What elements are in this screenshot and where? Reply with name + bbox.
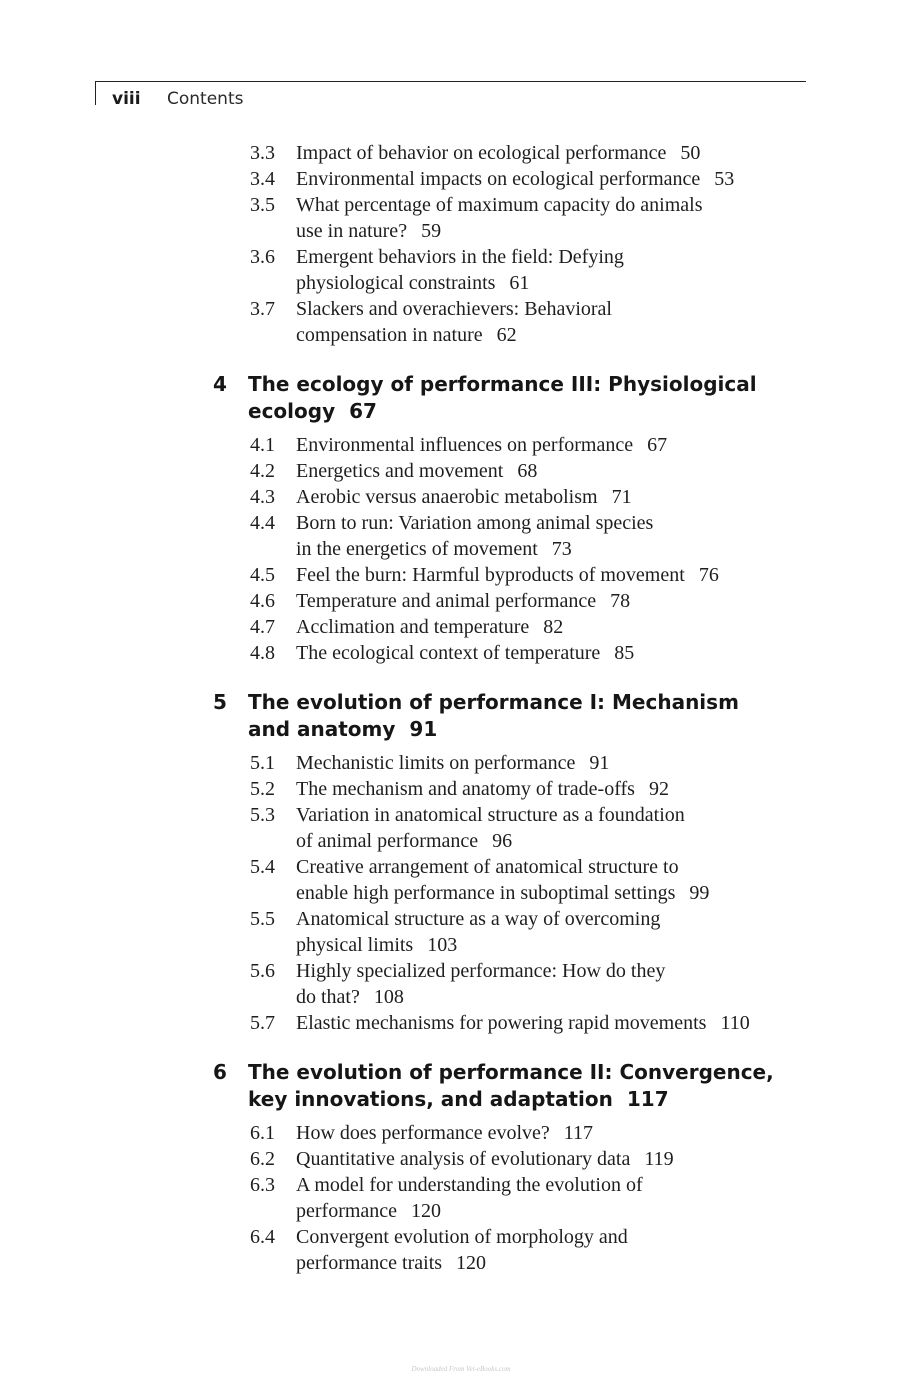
section-title-text: Environmental impacts on ecological performance bbox=[296, 168, 701, 190]
section-page-number: 110 bbox=[720, 1012, 750, 1034]
section-number: 6.3 bbox=[250, 1174, 275, 1196]
chapter-title-line bbox=[248, 398, 813, 425]
chapter-page-number: 67 bbox=[349, 399, 377, 423]
section-number: 4.7 bbox=[250, 616, 275, 638]
section-title-line bbox=[296, 192, 830, 218]
section-title-text: The ecological context of temperature bbox=[296, 642, 601, 664]
section-page-number: 61 bbox=[509, 272, 530, 294]
chapter-title-text: The evolution of performance II: Convergence, bbox=[248, 1060, 774, 1084]
section-title-line bbox=[296, 1120, 830, 1146]
section-title bbox=[296, 244, 830, 296]
section-title-text: performance traits bbox=[296, 1252, 443, 1274]
section-title-line bbox=[296, 828, 830, 854]
section-title bbox=[296, 140, 830, 166]
section-title-line bbox=[296, 296, 830, 322]
section-title bbox=[296, 588, 830, 614]
chapter-title-text: The evolution of performance I: Mechanism bbox=[248, 690, 739, 714]
section-title-text: Highly specialized performance: How do they bbox=[296, 960, 666, 982]
section-number: 5.1 bbox=[250, 752, 275, 774]
section-title-text: Emergent behaviors in the field: Defying bbox=[296, 246, 624, 268]
section-title-line bbox=[296, 484, 830, 510]
section-page-number: 59 bbox=[421, 220, 442, 242]
section-number: 5.6 bbox=[250, 960, 275, 982]
section-number: 5.3 bbox=[250, 804, 275, 826]
section-page-number: 68 bbox=[517, 460, 538, 482]
section-title-line bbox=[296, 510, 830, 536]
section-title-text: in the energetics of movement bbox=[296, 538, 538, 560]
section-title-text: Temperature and animal performance bbox=[296, 590, 597, 612]
section-title bbox=[296, 192, 830, 244]
chapter-title-text: key innovations, and adaptation bbox=[248, 1087, 613, 1111]
section-title bbox=[296, 906, 830, 958]
section-number: 6.2 bbox=[250, 1148, 275, 1170]
section-title-line bbox=[296, 1250, 830, 1276]
section-number: 5.5 bbox=[250, 908, 275, 930]
section-title-text: physical limits bbox=[296, 934, 414, 956]
section-title bbox=[296, 510, 830, 562]
section-title bbox=[296, 562, 830, 588]
section-title-line bbox=[296, 750, 830, 776]
section-page-number: 108 bbox=[373, 986, 404, 1008]
section-title-line bbox=[296, 854, 830, 880]
section-title-line bbox=[296, 1172, 830, 1198]
section-page-number: 62 bbox=[496, 324, 517, 346]
section-title-line bbox=[296, 562, 830, 588]
section-title-text: Variation in anatomical structure as a foundation bbox=[296, 804, 685, 826]
section-title bbox=[296, 614, 830, 640]
section-title-line bbox=[296, 1010, 830, 1036]
section-title-text: Anatomical structure as a way of overcoming bbox=[296, 908, 661, 930]
section-title-text: Convergent evolution of morphology and bbox=[296, 1226, 628, 1248]
section-number: 4.2 bbox=[250, 460, 275, 482]
section-number: 3.6 bbox=[250, 246, 275, 268]
section-title-text: Aerobic versus anaerobic metabolism bbox=[296, 486, 598, 508]
section-title-text: Quantitative analysis of evolutionary data bbox=[296, 1148, 631, 1170]
section-title-text: compensation in nature bbox=[296, 324, 483, 346]
section-title-line bbox=[296, 776, 830, 802]
section-title-line bbox=[296, 218, 830, 244]
section-number: 3.3 bbox=[250, 142, 275, 164]
section-number: 4.3 bbox=[250, 486, 275, 508]
section-title-line bbox=[296, 958, 830, 984]
section-page-number: 78 bbox=[610, 590, 631, 612]
section-title-text: enable high performance in suboptimal settings bbox=[296, 882, 676, 904]
section-number: 5.2 bbox=[250, 778, 275, 800]
section-title-text: How does performance evolve? bbox=[296, 1122, 550, 1144]
section-number: 5.7 bbox=[250, 1012, 275, 1034]
section-title-text: Acclimation and temperature bbox=[296, 616, 530, 638]
section-page-number: 103 bbox=[427, 934, 458, 956]
chapter-page-number: 91 bbox=[409, 717, 438, 741]
section-title-text: A model for understanding the evolution of bbox=[296, 1174, 643, 1196]
chapter-title-line bbox=[248, 716, 813, 743]
section-number: 3.7 bbox=[250, 298, 275, 320]
section-title bbox=[296, 640, 830, 666]
section-page-number: 119 bbox=[644, 1148, 674, 1170]
section-title bbox=[296, 484, 830, 510]
section-title-text: Creative arrangement of anatomical structure to bbox=[296, 856, 679, 878]
chapter-title bbox=[248, 1059, 813, 1113]
section-title bbox=[296, 458, 830, 484]
section-title bbox=[296, 1146, 830, 1172]
section-page-number: 85 bbox=[614, 642, 635, 664]
section-number: 5.4 bbox=[250, 856, 275, 878]
section-title bbox=[296, 166, 830, 192]
section-title-line bbox=[296, 458, 830, 484]
section-title-text: Impact of behavior on ecological performance bbox=[296, 142, 667, 164]
chapter-title-line bbox=[248, 1059, 813, 1086]
section-page-number: 50 bbox=[680, 142, 701, 164]
section-title bbox=[296, 1172, 830, 1224]
section-title-line bbox=[296, 906, 830, 932]
section-title bbox=[296, 854, 830, 906]
section-title-line bbox=[296, 536, 830, 562]
section-title bbox=[296, 750, 830, 776]
section-title bbox=[296, 432, 830, 458]
section-page-number: 96 bbox=[492, 830, 513, 852]
header-vertical-rule bbox=[95, 81, 96, 105]
section-title bbox=[296, 958, 830, 1010]
section-page-number: 91 bbox=[589, 752, 610, 774]
section-title-line bbox=[296, 640, 830, 666]
section-title-line bbox=[296, 1146, 830, 1172]
section-title-text: Environmental influences on performance bbox=[296, 434, 634, 456]
chapter-title-text: ecology bbox=[248, 399, 336, 423]
chapter-title bbox=[248, 689, 813, 743]
section-title-text: Born to run: Variation among animal species bbox=[296, 512, 654, 534]
chapter-page-number: 117 bbox=[626, 1087, 669, 1111]
section-title-line bbox=[296, 140, 830, 166]
section-number: 3.4 bbox=[250, 168, 275, 190]
section-title-line bbox=[296, 244, 830, 270]
section-page-number: 76 bbox=[698, 564, 719, 586]
page-number: viii bbox=[112, 89, 141, 109]
section-title-text: Energetics and movement bbox=[296, 460, 504, 482]
running-title: Contents bbox=[167, 89, 244, 109]
section-title-line bbox=[296, 166, 830, 192]
section-number: 4.1 bbox=[250, 434, 275, 456]
section-title-text: Mechanistic limits on performance bbox=[296, 752, 576, 774]
chapter-title-text: and anatomy bbox=[248, 717, 396, 741]
section-title-text: Feel the burn: Harmful byproducts of movement bbox=[296, 564, 685, 586]
chapter-number: 4 bbox=[213, 372, 227, 396]
section-page-number: 99 bbox=[689, 882, 710, 904]
section-title bbox=[296, 1010, 830, 1036]
section-title bbox=[296, 802, 830, 854]
section-title-text: The mechanism and anatomy of trade-offs bbox=[296, 778, 635, 800]
section-number: 3.5 bbox=[250, 194, 275, 216]
section-page-number: 117 bbox=[563, 1122, 594, 1144]
footer-watermark: Downloaded From Vet-eBooks.com bbox=[411, 1365, 511, 1373]
section-title bbox=[296, 776, 830, 802]
section-title-text: of animal performance bbox=[296, 830, 479, 852]
section-page-number: 120 bbox=[411, 1200, 442, 1222]
section-title-text: What percentage of maximum capacity do animals bbox=[296, 194, 703, 216]
section-number: 4.6 bbox=[250, 590, 275, 612]
section-title-line bbox=[296, 932, 830, 958]
section-title-text: do that? bbox=[296, 986, 360, 1008]
section-title bbox=[296, 296, 830, 348]
section-page-number: 82 bbox=[543, 616, 564, 638]
section-title-line bbox=[296, 614, 830, 640]
section-title-line bbox=[296, 1224, 830, 1250]
section-number: 4.4 bbox=[250, 512, 275, 534]
chapter-title-text: The ecology of performance III: Physiological bbox=[248, 372, 757, 396]
section-number: 4.5 bbox=[250, 564, 275, 586]
section-page-number: 67 bbox=[647, 434, 668, 456]
section-number: 4.8 bbox=[250, 642, 275, 664]
section-title-line bbox=[296, 432, 830, 458]
section-title bbox=[296, 1120, 830, 1146]
chapter-title bbox=[248, 371, 813, 425]
section-title-line bbox=[296, 588, 830, 614]
section-title-line bbox=[296, 1198, 830, 1224]
section-title-line bbox=[296, 880, 830, 906]
section-title-text: Slackers and overachievers: Behavioral bbox=[296, 298, 612, 320]
section-title-text: physiological constraints bbox=[296, 272, 496, 294]
chapter-title-line bbox=[248, 371, 813, 398]
section-title-line bbox=[296, 322, 830, 348]
section-number: 6.1 bbox=[250, 1122, 275, 1144]
chapter-number: 6 bbox=[213, 1060, 227, 1084]
chapter-title-line bbox=[248, 689, 813, 716]
section-number: 6.4 bbox=[250, 1226, 275, 1248]
section-title-text: performance bbox=[296, 1200, 398, 1222]
section-page-number: 53 bbox=[714, 168, 735, 190]
section-title-text: Elastic mechanisms for powering rapid movements bbox=[296, 1012, 707, 1034]
section-page-number: 73 bbox=[551, 538, 572, 560]
section-title bbox=[296, 1224, 830, 1276]
section-title-line bbox=[296, 802, 830, 828]
section-title-line bbox=[296, 984, 830, 1010]
section-page-number: 120 bbox=[456, 1252, 487, 1274]
section-page-number: 92 bbox=[648, 778, 669, 800]
section-page-number: 71 bbox=[611, 486, 632, 508]
section-title-text: use in nature? bbox=[296, 220, 408, 242]
header-rule bbox=[95, 81, 806, 82]
chapter-title-line bbox=[248, 1086, 813, 1113]
chapter-number: 5 bbox=[213, 690, 227, 714]
section-title-line bbox=[296, 270, 830, 296]
